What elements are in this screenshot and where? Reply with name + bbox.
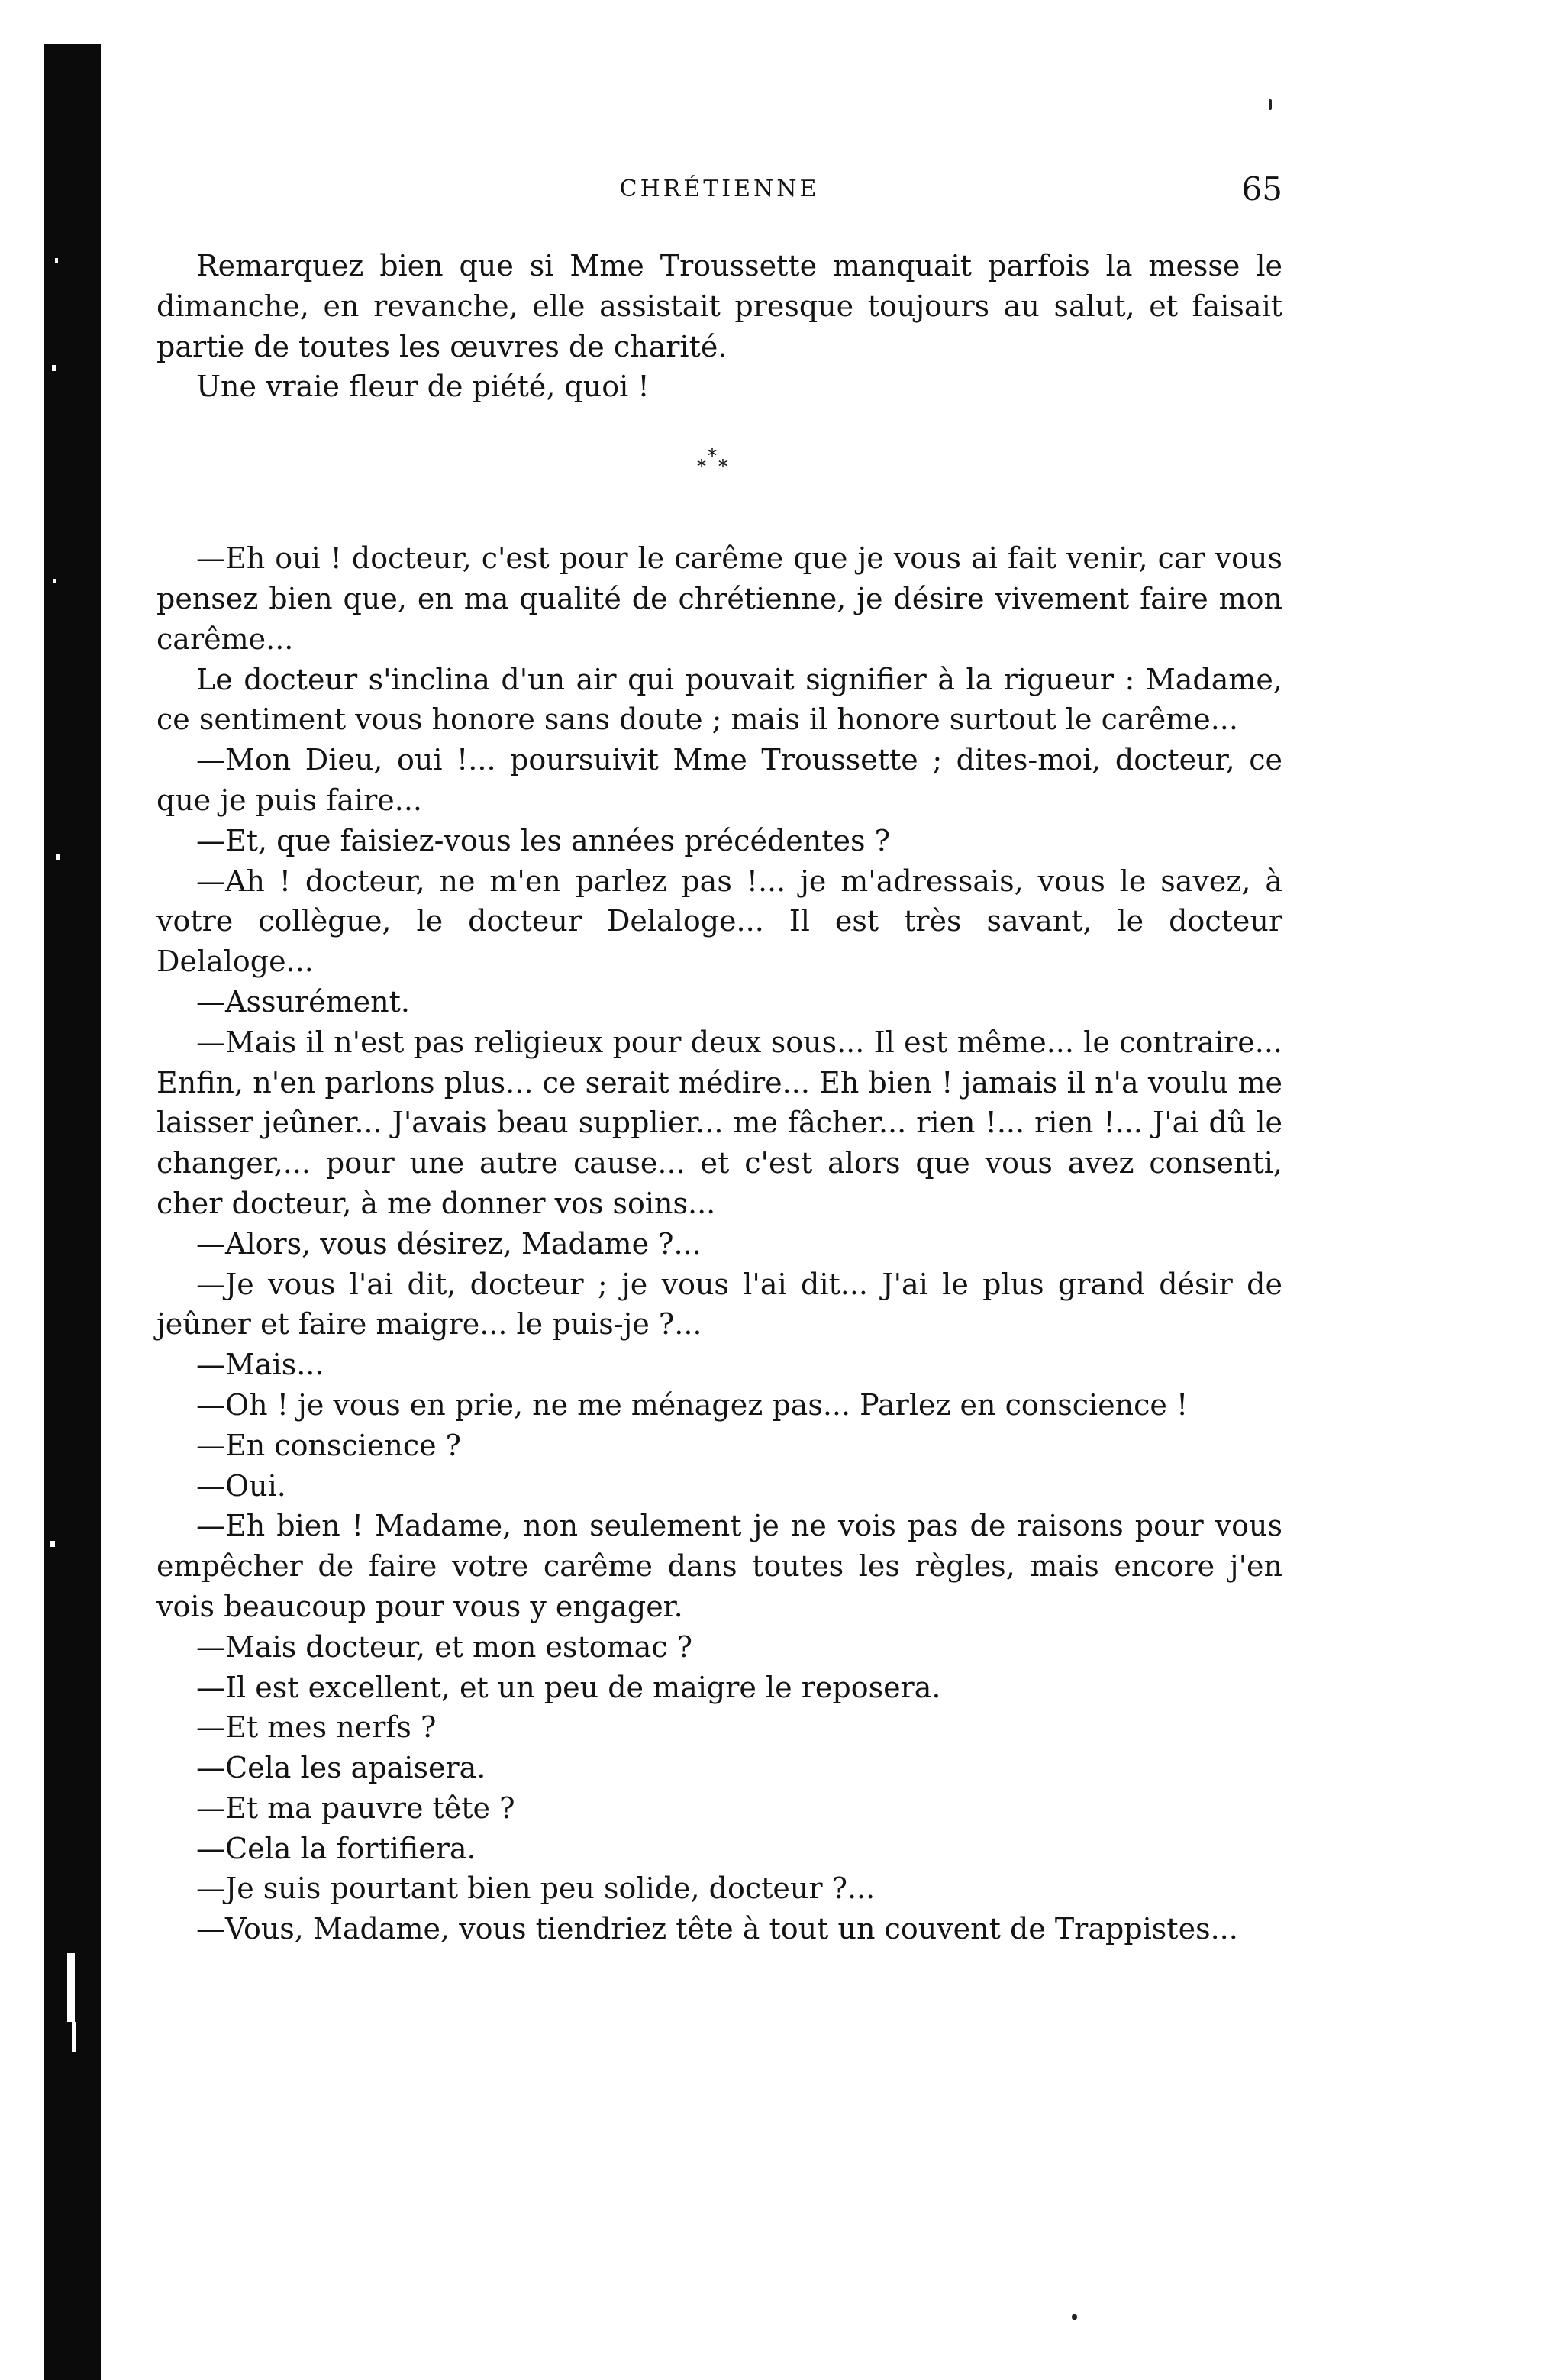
dialogue-line: —Mais... [196, 1348, 324, 1382]
running-title: CHRÉTIENNE [619, 176, 820, 202]
dialogue-line: —Il est excellent, et un peu de maigre le reposera. [196, 1670, 941, 1704]
page-text [156, 246, 1282, 1949]
asterism-star: * [708, 445, 717, 467]
running-head [156, 166, 1282, 212]
dialogue-line: —Eh bien ! Madame, non seulement je ne vois pas de raisons pour vous empêcher de faire votre carême dans toutes les règles, mais encore j'en vois beaucoup pour vous y engager. [156, 1509, 1282, 1623]
dialogue-line: —Alors, vous désirez, Madame ?... [196, 1226, 702, 1261]
dialogue-line: —Eh oui ! docteur, c'est pour le carême que je vous ai fait venir, car vous pensez bien que, en ma qualité de chrétienne, je désire vivement faire mon carême... [156, 541, 1282, 656]
book-page [156, 0, 1282, 2380]
dialogue-line: —Cela la fortifiera. [196, 1831, 476, 1865]
dialogue-line: —Je vous l'ai dit, docteur ; je vous l'ai dit... J'ai le plus grand désir de jeûner et faire maigre... le puis-je ?... [156, 1267, 1282, 1342]
dialogue-line: Le docteur s'inclina d'un air qui pouvait signifier à la rigueur : Madame, ce sentiment vous honore sans doute ; mais il honore surtout le carême... [156, 662, 1282, 737]
dialogue-line: —Mais il n'est pas religieux pour deux sous... Il est même... le contraire... Enfin, n'en parlons plus... ce serait médire... Eh bien ! jamais il n'a voulu me laisser jeûner... J'avais beau supplier... me fâcher... rien !... rien !... J'ai dû le changer,... pour une autre cause... et c'est alors que vous avez consenti, cher docteur, à me donner vos soins... [156, 1025, 1282, 1220]
page-binding-edge [44, 44, 101, 2380]
dialogue-line: —Oui. [196, 1468, 286, 1503]
dialogue-line: —Ah ! docteur, ne m'en parlez pas !... je m'adressais, vous le savez, à votre collègue, le docteur Delaloge... Il est très savant, le docteur Delaloge... [156, 864, 1282, 979]
page-number: 65 [1241, 170, 1282, 208]
dialogue-line: —Oh ! je vous en prie, ne me ménagez pas... Parlez en conscience ! [196, 1387, 1189, 1422]
asterism-star: * [697, 456, 706, 478]
dialogue-line: —Et, que faisiez-vous les années précédentes ? [196, 823, 890, 857]
paragraph: Remarquez bien que si Mme Troussette manquait parfois la messe le dimanche, en revanche, elle assistait presque toujours au salut, et faisait partie de toutes les œuvres de charité. [156, 249, 1282, 363]
dialogue-line: —Et mes nerfs ? [196, 1710, 437, 1745]
dialogue-line: —Mon Dieu, oui !... poursuivit Mme Troussette ; dites-moi, docteur, ce que je puis faire... [156, 743, 1282, 817]
dialogue-line: —Je suis pourtant bien peu solide, docteur ?... [196, 1871, 876, 1906]
paragraph: Une vraie fleur de piété, quoi ! [196, 370, 650, 404]
dialogue-line: —Cela les apaisera. [196, 1751, 486, 1785]
section-break-asterism [156, 407, 1282, 538]
dialogue-line: —Vous, Madame, vous tiendriez tête à tout un couvent de Trappistes... [196, 1912, 1238, 1946]
dialogue-line: —Assurément. [196, 984, 410, 1019]
dialogue-line: —En conscience ? [196, 1428, 462, 1462]
dialogue-line: —Et ma pauvre tête ? [196, 1791, 515, 1825]
dialogue-line: —Mais docteur, et mon estomac ? [196, 1629, 693, 1664]
asterism-star: * [718, 456, 727, 478]
